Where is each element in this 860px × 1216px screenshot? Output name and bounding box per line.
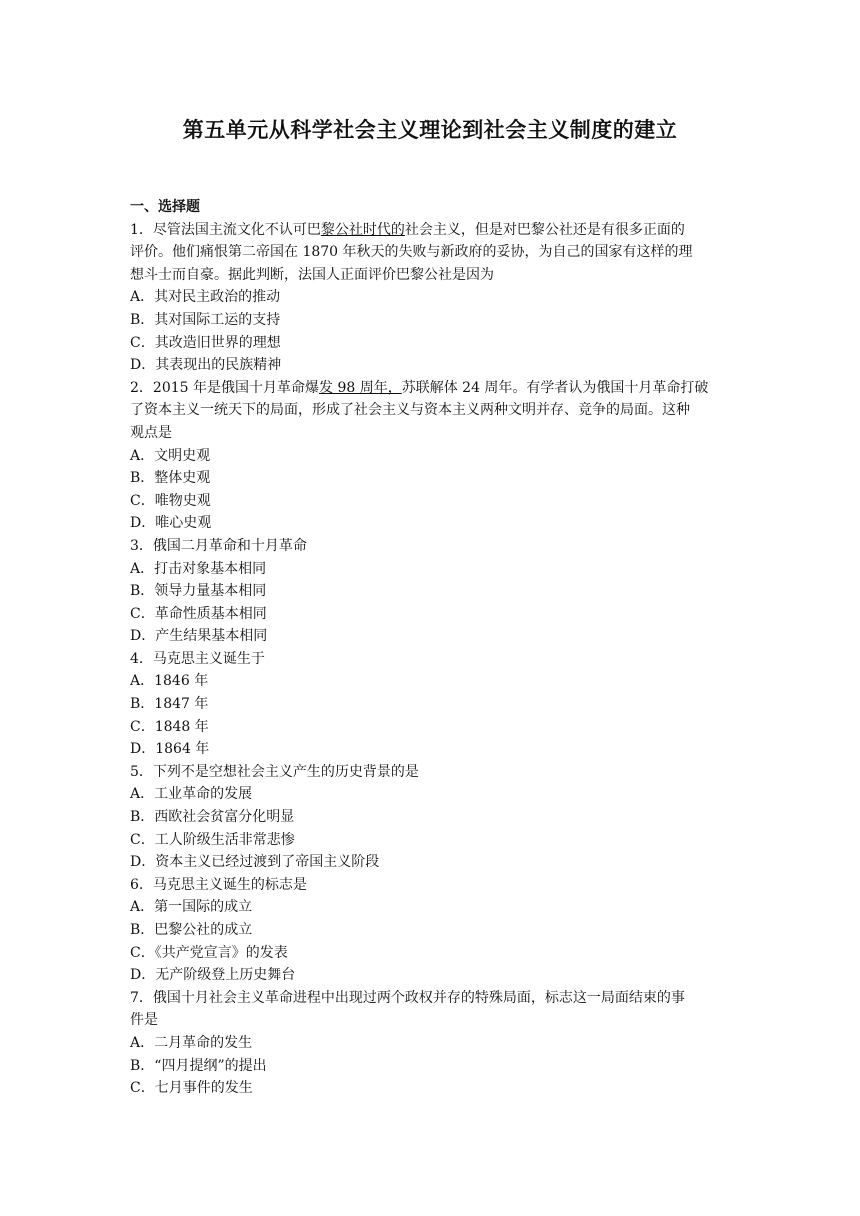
question-4 (130, 648, 732, 761)
question-1-text: 社会主义，但是对巴黎公社还是有很多正面的 (404, 221, 685, 238)
question-1-text: 1．尽管法国主流文化不认可巴 (130, 221, 321, 238)
question-2-text: 2．2015 年是俄国十月革命爆 (130, 379, 319, 396)
page-title: 第五单元从科学社会主义理论到社会主义制度的建立 (182, 118, 678, 142)
question-2-text: 苏联解体 24 周年。有学者认为俄国十月革命打破 (401, 379, 709, 396)
question-2-stem-line-1 (130, 377, 732, 400)
document-body (130, 196, 732, 1100)
question-4-option-b: B．1847 年 (130, 696, 209, 713)
question-6-option-a: A．第一国际的成立 (130, 899, 253, 916)
question-6-option-b: B．巴黎公社的成立 (130, 922, 253, 938)
question-7-option-b: B．“四月提纲”的提出 (130, 1057, 267, 1074)
section-heading: 一、选择题 (130, 199, 200, 215)
question-1-stem-line-3: 想斗士而自豪。据此判断，法国人正面评价巴黎公社是因为 (130, 266, 494, 283)
question-2-stem-line-3: 观点是 (130, 424, 172, 441)
question-3-option-c: C．革命性质基本相同 (130, 605, 267, 622)
question-2-option-a: A．文明史观 (130, 447, 211, 464)
question-2-option-d: D．唯心史观 (130, 515, 212, 532)
question-4-option-a: A．1846 年 (130, 673, 209, 690)
question-7-stem-line-1: 7．俄国十月社会主义革命进程中出现过两个政权并存的特殊局面，标志这一局面结束的事 (130, 989, 685, 1006)
question-3-stem: 3．俄国二月革命和十月革命 (130, 537, 307, 554)
question-7 (130, 987, 732, 1100)
question-2-option-c: C．唯物史观 (130, 492, 211, 509)
question-1-option-d: D．其表现出的民族精神 (130, 357, 282, 374)
question-1-underlined-text: 黎公社时代的 (320, 221, 405, 238)
question-5-option-a: A．工业革命的发展 (130, 786, 253, 803)
question-1 (130, 219, 732, 377)
question-3 (130, 535, 732, 648)
question-3-option-a: A．打击对象基本相同 (130, 560, 267, 577)
question-1-option-a: A．其对民主政治的推动 (130, 289, 281, 306)
question-5 (130, 761, 732, 874)
question-3-option-b: B．领导力量基本相同 (130, 583, 267, 600)
question-3-option-d: D．产生结果基本相同 (130, 628, 268, 645)
question-4-option-c: C．1848 年 (130, 718, 209, 735)
question-2-stem-line-2: 了资本主义一统天下的局面，形成了社会主义与资本主义两种文明并存、竞争的局面。这种 (130, 402, 690, 419)
question-1-option-b: B．其对国际工运的支持 (130, 311, 281, 328)
question-7-option-a: A．二月革命的发生 (130, 1034, 253, 1051)
question-2 (130, 377, 732, 535)
question-6-stem: 6．马克思主义诞生的标志是 (130, 876, 307, 893)
question-4-stem: 4．马克思主义诞生于 (130, 650, 265, 667)
question-5-stem: 5．下列不是空想社会主义产生的历史背景的是 (130, 763, 419, 780)
question-2-option-b: B．整体史观 (130, 470, 211, 487)
question-7-option-c: C．七月事件的发生 (130, 1080, 253, 1097)
question-6 (130, 874, 732, 987)
question-1-stem-line-2: 评价。他们痛恨第二帝国在 1870 年秋天的失败与新政府的妥协，为自己的国家有这样的理 (130, 244, 693, 261)
question-7-stem-line-2: 件是 (130, 1012, 158, 1029)
question-1-stem-line-1 (130, 219, 732, 242)
question-4-option-d: D．1864 年 (130, 741, 210, 758)
question-1-option-c: C．其改造旧世界的理想 (130, 334, 281, 351)
question-5-option-b: B．西欧社会贫富分化明显 (130, 809, 295, 826)
question-6-option-d: D．无产阶级登上历史舞台 (130, 967, 296, 984)
question-2-underlined-text: 发 98 周年， (319, 379, 402, 396)
question-6-option-c: C．《共产党宣言》的发表 (130, 944, 288, 961)
question-5-option-d: D．资本主义已经过渡到了帝国主义阶段 (130, 854, 380, 871)
question-5-option-c: C．工人阶级生活非常悲惨 (130, 831, 295, 848)
